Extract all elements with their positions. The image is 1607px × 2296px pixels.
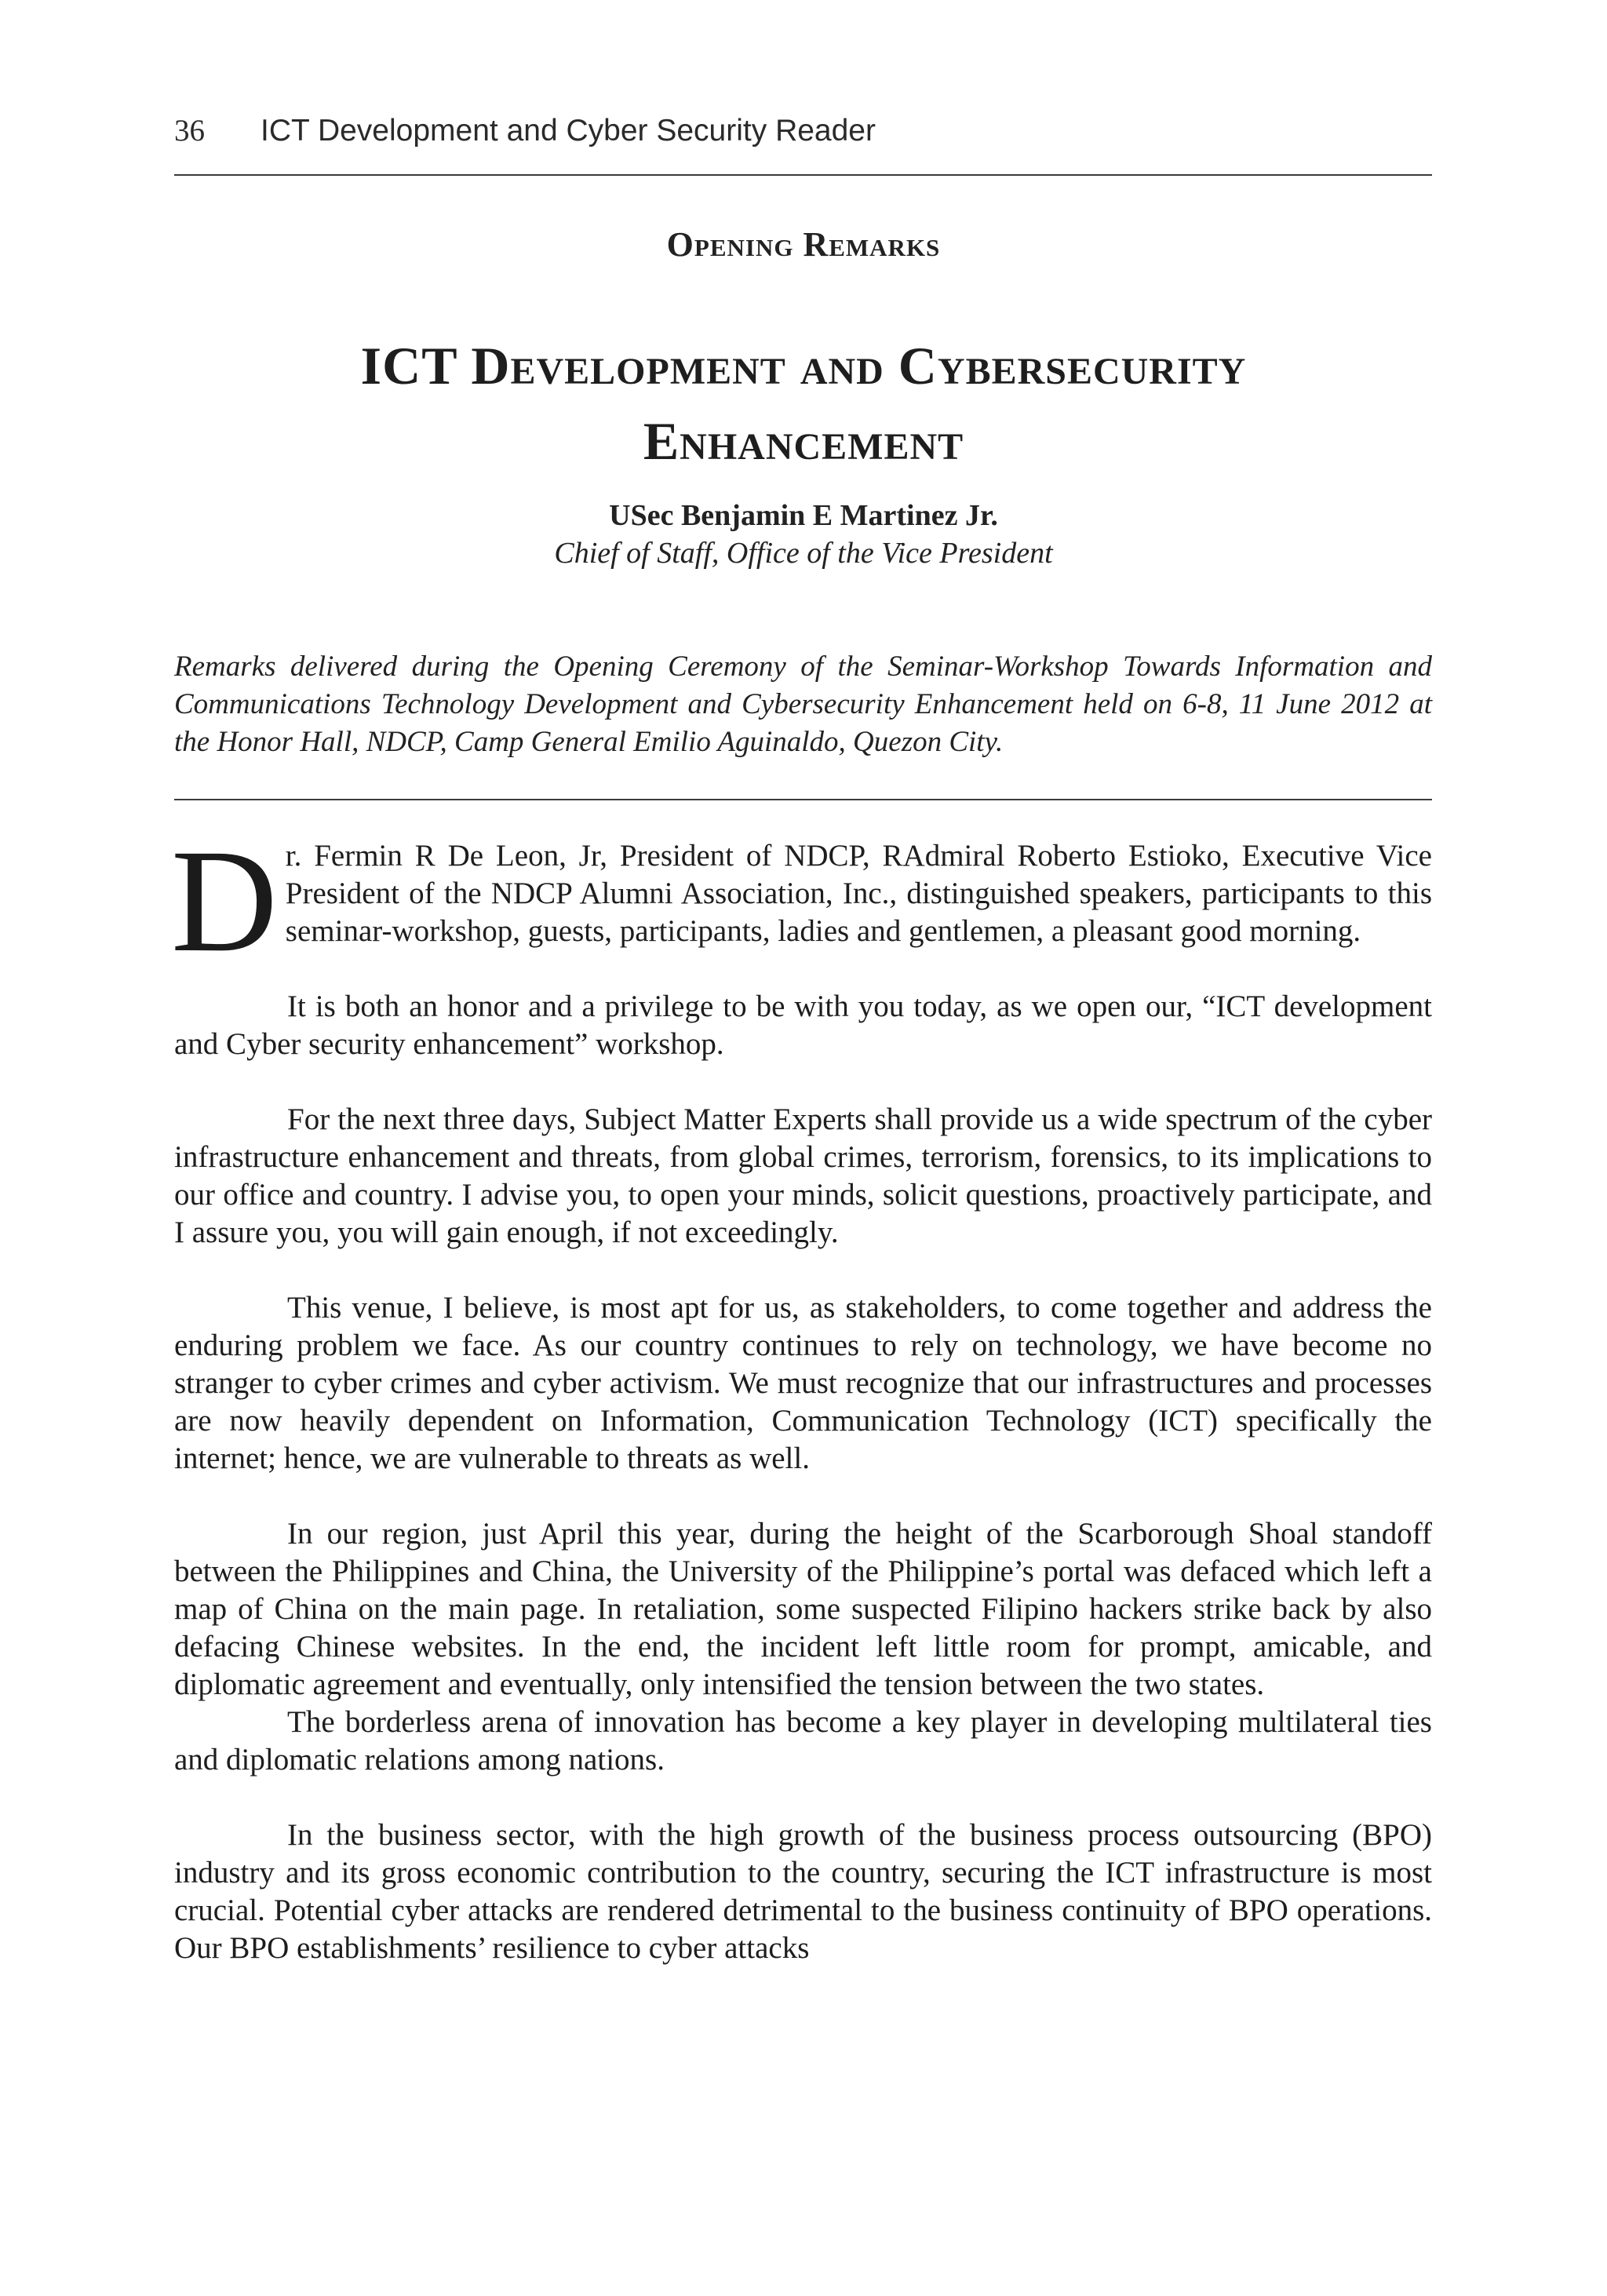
intro-rule xyxy=(174,799,1432,800)
paragraph-1-text: r. Fermin R De Leon, Jr, President of NDCP, RAdmiral Roberto Estioko, Executive Vice President of the NDCP Alumni Association, Inc., distinguished speakers, participants to this seminar-workshop, guests, participants, ladies and gentlemen, a pleasant good morning. xyxy=(285,839,1432,948)
running-title: ICT Development and Cyber Security Reader xyxy=(261,114,876,148)
article-title-line-2: Enhancement xyxy=(643,411,964,471)
page-number: 36 xyxy=(174,114,205,148)
article-title-line-1: ICT Development and Cybersecurity xyxy=(360,336,1247,395)
drop-cap: D xyxy=(171,818,278,982)
author-role: Chief of Staff, Office of the Vice President xyxy=(554,537,1053,570)
running-header xyxy=(174,111,1430,151)
paragraph-5: In our region, just April this year, during the height of the Scarborough Shoal standoff between the Philippines and China, the University of the Philippine’s portal was defaced which left a map of China on the main page. In retaliation, some suspected Filipino hackers strike back by also defacing Chinese websites. In the end, the incident left little room for prompt, amicable, and diplomatic agreement and eventually, only intensified the tension between the two states. xyxy=(174,1517,1432,1701)
body-text xyxy=(171,818,1432,2005)
header-rule xyxy=(174,174,1432,176)
paragraph-4: This venue, I believe, is most apt for us, as stakeholders, to come together and address the enduring problem we face. As our country continues to rely on technology, we have become no stranger to cyber crimes and cyber activism. We must recognize that our infrastructures and processes are now heavily dependent on Information, Communication Technology (ICT) specifically the internet; hence, we are vulnerable to threats as well. xyxy=(174,1291,1432,1475)
paragraph-3: For the next three days, Subject Matter Experts shall provide us a wide spectrum of the cyber infrastructure enhancement and threats, from global crimes, terrorism, forensics, to its implications to our office and country. I advise you, to open your minds, solicit questions, proactively participate, and I assure you, you will gain enough, if not exceedingly. xyxy=(174,1102,1432,1249)
paragraph-7: In the business sector, with the high growth of the business process outsourcing (BPO) industry and its gross economic contribution to the country, securing the ICT infrastructure is most crucial. Potential cyber attacks are rendered detrimental to the business continuity of BPO operations. Our BPO establishments’ resilience to cyber attacks xyxy=(174,1818,1432,1965)
paragraph-6: The borderless arena of innovation has become a key player in developing multilateral ties and diplomatic relations among nations. xyxy=(174,1705,1432,1777)
intro-note: Remarks delivered during the Opening Ceremony of the Seminar-Workshop Towards Information and Communications Technology Development and Cybersecurity Enhancement held on 6-8, 11 June 2012 at the Honor Hall, NDCP, Camp General Emilio Aguinaldo, Quezon City. xyxy=(174,651,1432,758)
author-name: USec Benjamin E Martinez Jr. xyxy=(609,499,998,532)
section-label: Opening Remarks xyxy=(666,225,941,264)
article-title xyxy=(254,328,1353,479)
paragraph-1 xyxy=(171,818,1432,982)
paragraph-2: It is both an honor and a privilege to be with you today, as we open our, “ICT development and Cyber security enhancement” workshop. xyxy=(174,989,1432,1061)
